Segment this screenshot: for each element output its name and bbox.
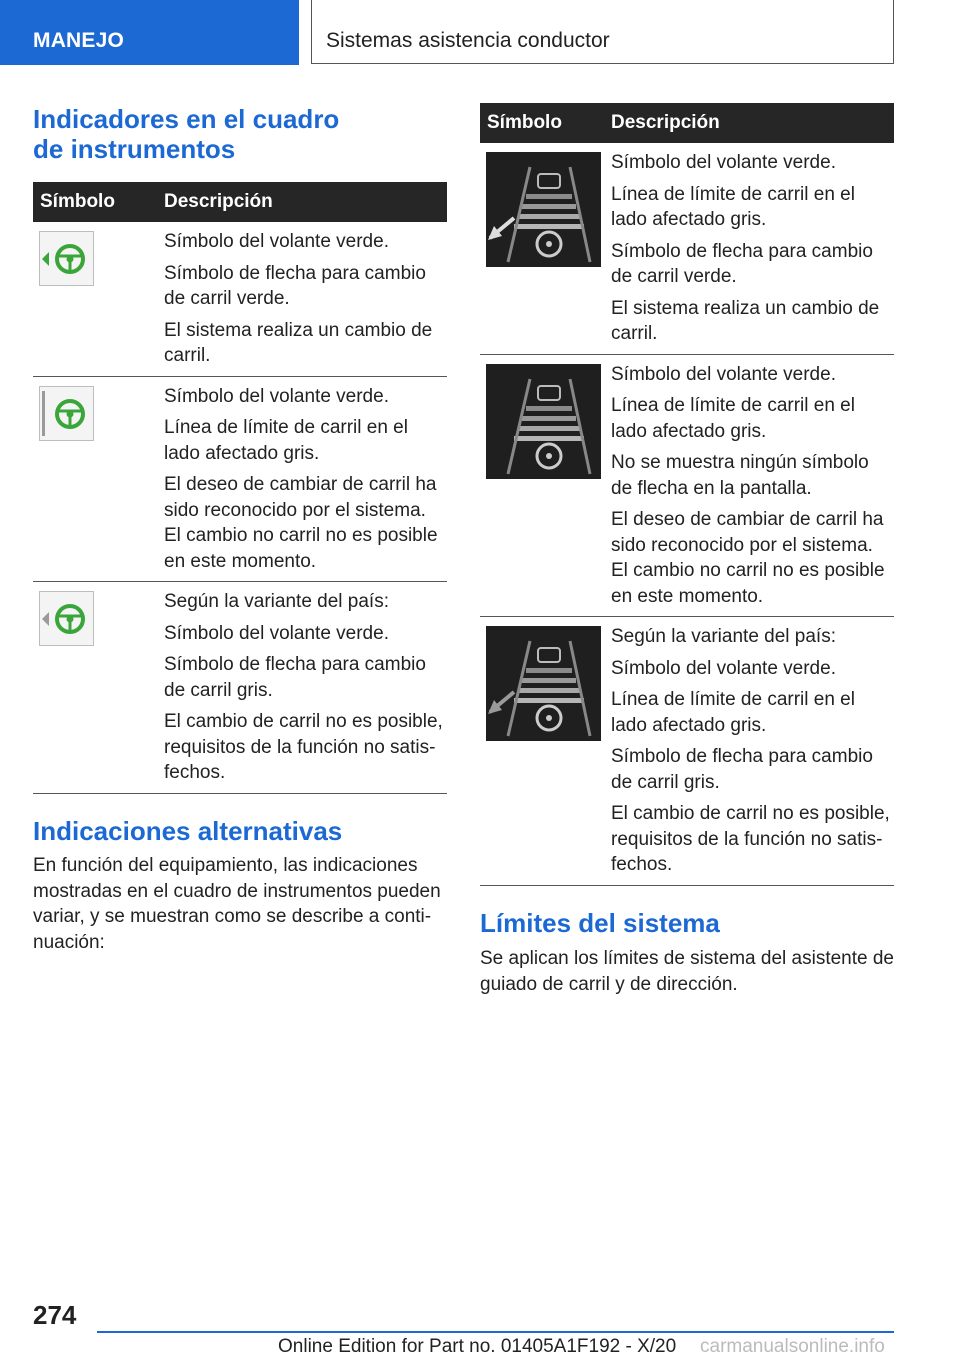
chapter-tab: [311, 0, 894, 64]
table-row: [33, 222, 447, 376]
description-line: Símbolo del volante verde.: [164, 231, 389, 252]
description-line: Símbolo del volante verde.: [611, 363, 836, 385]
description-line: El sistema realiza un cambio de carril.: [611, 297, 880, 344]
description-line: El deseo de cambiar de carril ha sido reconocido por el sistema. El cambio no carril no es posible en este momento.: [611, 509, 885, 607]
table-row: [33, 582, 447, 794]
description-line: Símbolo de flecha para cambio de carril verde.: [611, 240, 873, 287]
description-line: El cambio de carril no es posible, requisitos de la función no satisfechos.: [611, 803, 890, 875]
description-line: Símbolo del volante verde.: [164, 385, 389, 407]
lane-change-display-no-arrow-icon: [486, 364, 601, 479]
alternatives-heading: Indicaciones alternativas: [33, 816, 343, 846]
description-line: Símbolo del volante verde.: [611, 152, 836, 173]
description-line: Símbolo del volante verde.: [611, 657, 836, 679]
steering-wheel-green-lane-line-gray-icon: [39, 386, 94, 441]
edition-note: Online Edition for Part no. 01405A1F192 - X/20: [278, 1336, 677, 1357]
section-label: MANEJO: [33, 29, 125, 52]
table-row: [480, 617, 894, 886]
description-line: Símbolo de flecha para cambio de carril verde.: [164, 262, 426, 309]
steering-wheel-green-arrow-gray-icon: [39, 591, 94, 646]
system-limits-text: Se aplican los límites de sistema del asistente de guiado de carril y de dirección.: [480, 948, 894, 995]
column-header-description: Descripción: [157, 182, 447, 222]
column-header-description: Descripción: [604, 103, 894, 143]
column-header-symbol: Símbolo: [33, 182, 157, 222]
section-heading: [33, 104, 339, 164]
table-row: [480, 354, 894, 617]
description-line: Según la variante del país:: [611, 626, 836, 647]
description-line: El sistema realiza un cambio de carril.: [164, 319, 433, 366]
page-number: 274: [33, 1300, 77, 1330]
column-header-symbol: Símbolo: [480, 103, 604, 143]
description-line: No se muestra ningún símbolo de flecha en la pantalla.: [611, 452, 869, 499]
system-limits-heading: Límites del sistema: [480, 908, 720, 938]
table-row: [33, 376, 447, 582]
description-line: El deseo de cambiar de carril ha sido reconocido por el sistema. El cambio no carril no es posible en este momento.: [164, 474, 438, 572]
description-line: Símbolo de flecha para cambio de carril gris.: [611, 746, 873, 793]
watermark: carmanualsonline.info: [700, 1336, 885, 1357]
table-row: [480, 143, 894, 354]
heading-line-1: Indicadores en el cuadro: [33, 104, 340, 134]
symbol-table-right: [480, 103, 894, 886]
alternatives-text: En función del equipamiento, las indicaciones mostradas en el cuadro de instrumentos pueden variar, y se muestran como se describe a continuación:: [33, 855, 441, 953]
footer-rule: [97, 1331, 894, 1333]
symbol-table-left: [33, 182, 447, 794]
chapter-label: Sistemas asistencia conductor: [326, 29, 610, 52]
description-line: Símbolo de flecha para cambio de carril gris.: [164, 654, 426, 701]
description-line: Línea de límite de carril en el lado afectado gris.: [611, 689, 855, 736]
description-line: El cambio de carril no es posible, requisitos de la función no satisfechos.: [164, 711, 443, 783]
lane-change-display-arrow-icon: [486, 152, 601, 267]
lane-change-display-arrow-gray-icon: [486, 626, 601, 741]
steering-wheel-green-arrow-green-icon: [39, 231, 94, 286]
description-line: Símbolo del volante verde.: [164, 622, 389, 644]
section-tab: [0, 0, 299, 65]
description-line: Según la variante del país:: [164, 591, 389, 612]
description-line: Línea de límite de carril en el lado afectado gris.: [611, 395, 855, 442]
description-line: Línea de límite de carril en el lado afectado gris.: [164, 417, 408, 464]
description-line: Línea de límite de carril en el lado afectado gris.: [611, 183, 855, 230]
heading-line-2: de instrumentos: [33, 134, 236, 164]
